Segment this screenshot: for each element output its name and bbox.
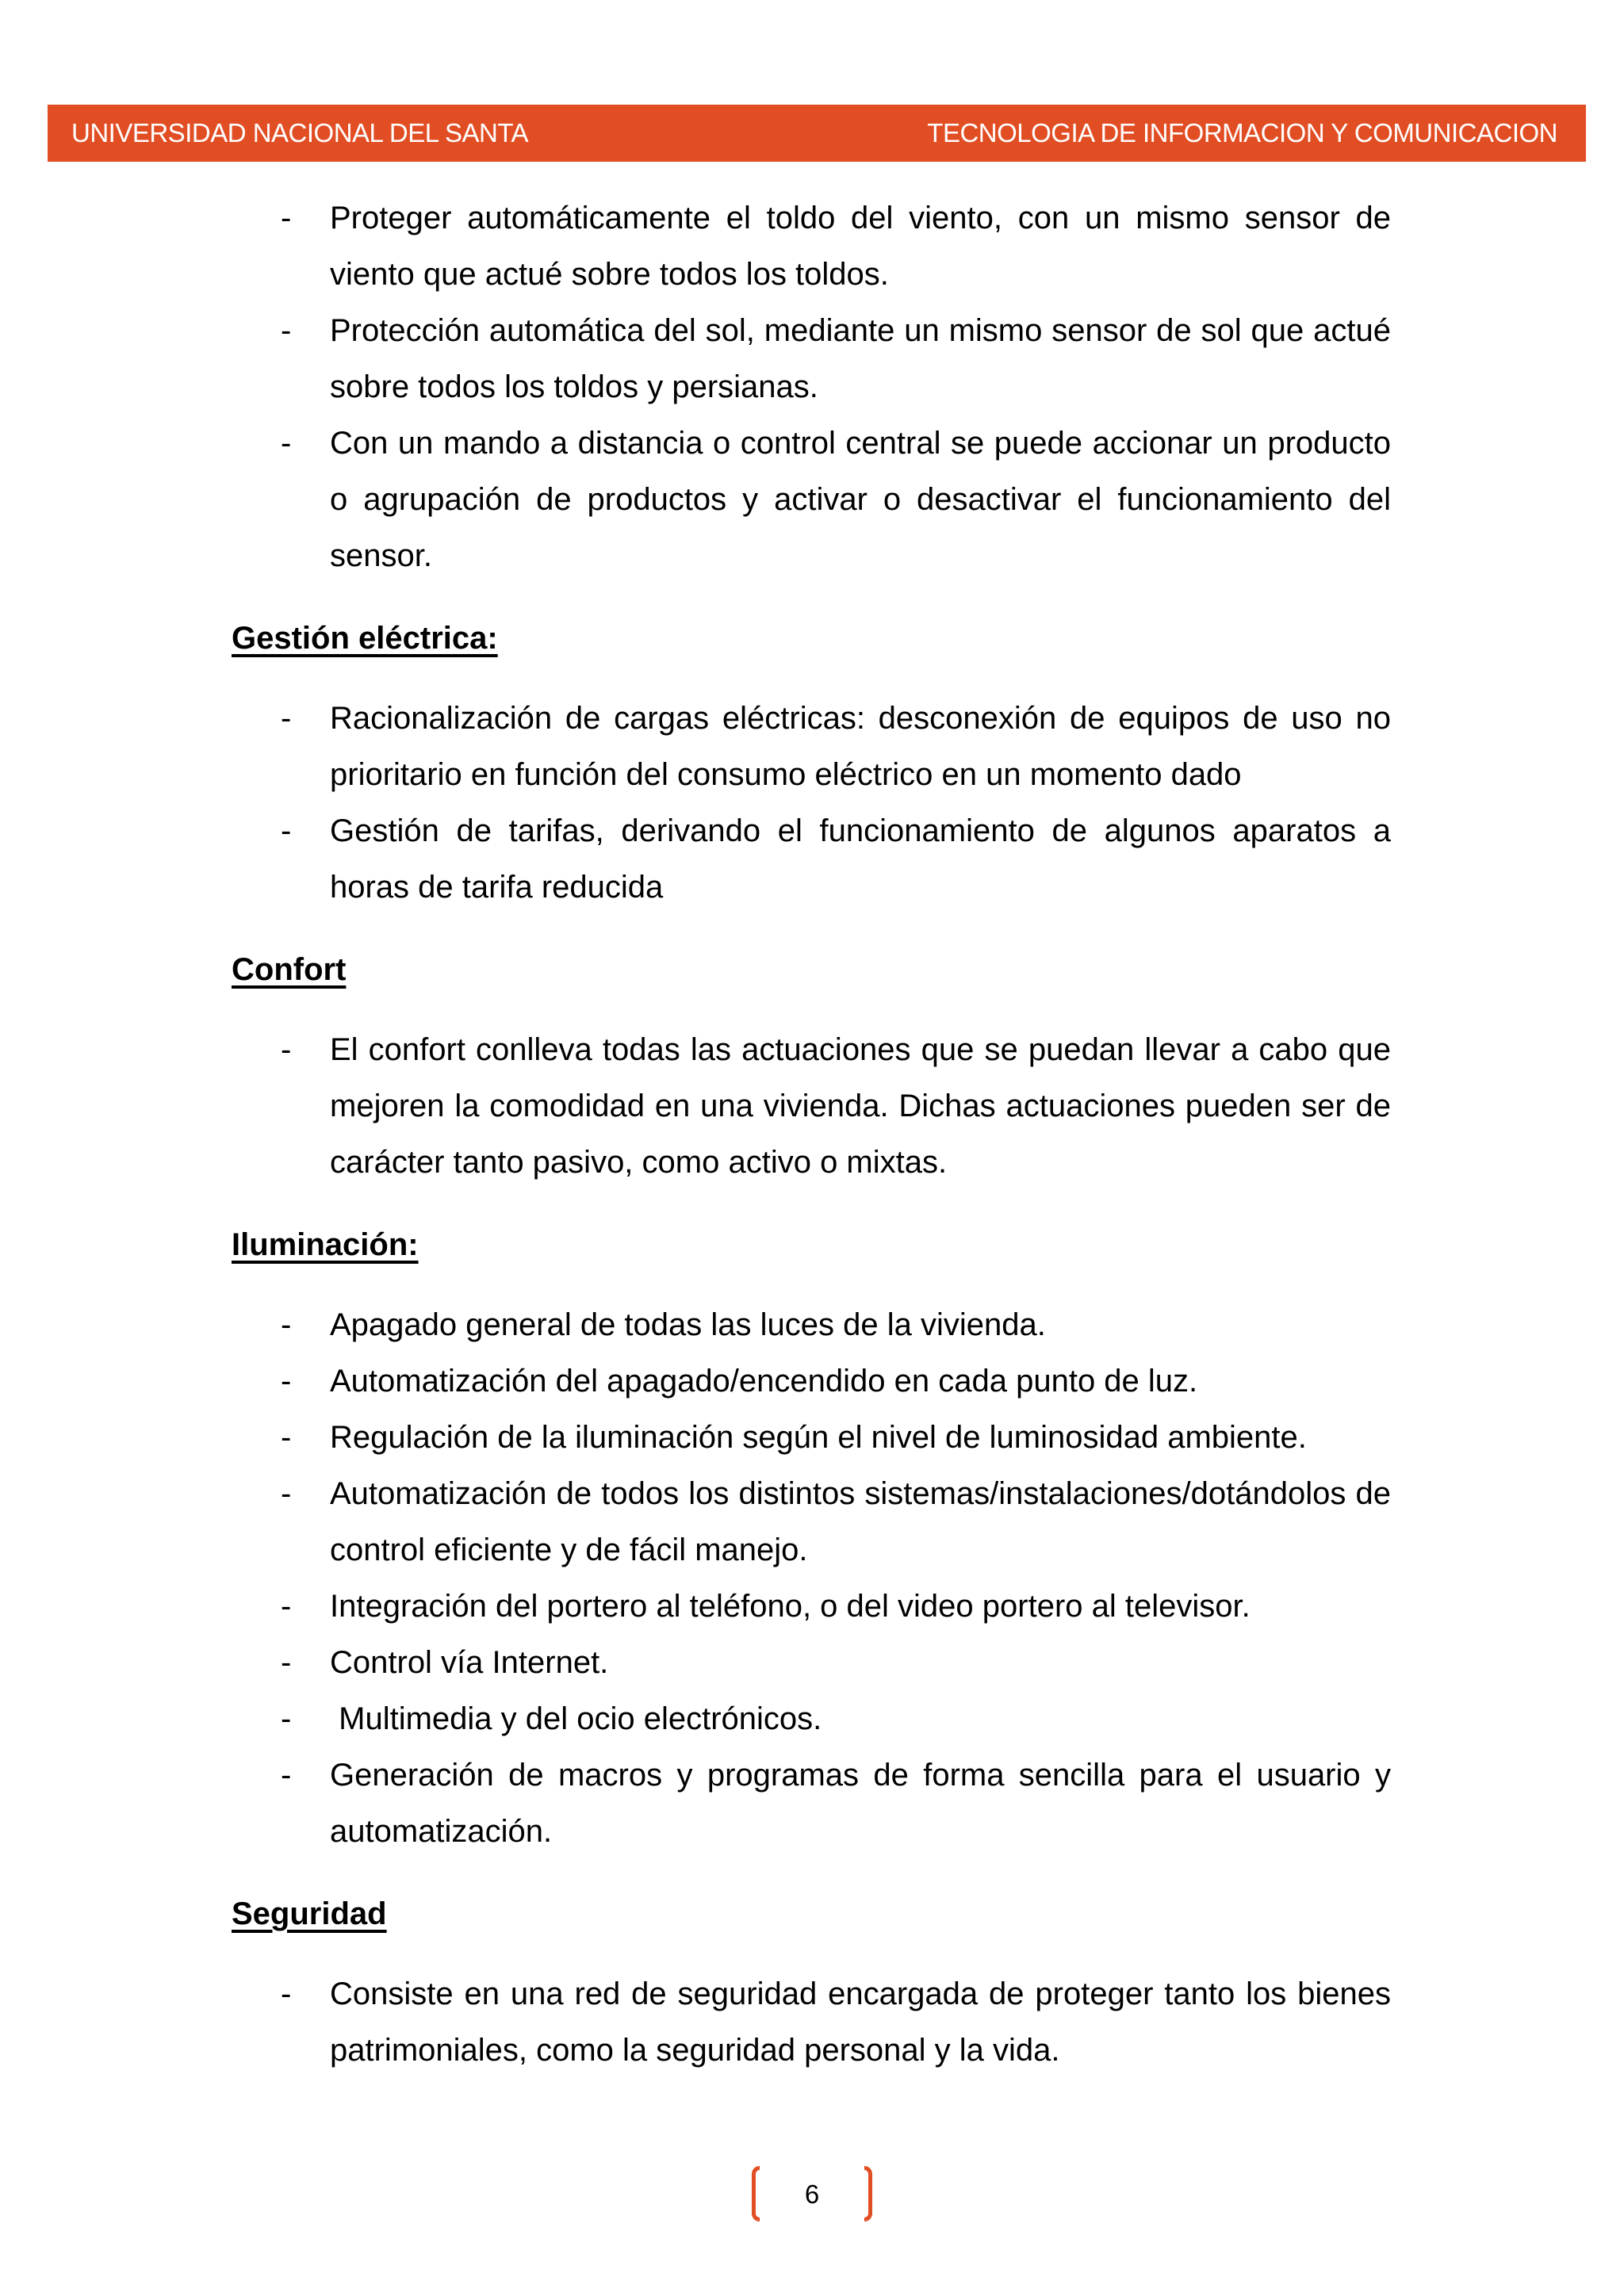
list-item	[232, 415, 1391, 584]
gestion-electrica-list	[232, 691, 1391, 916]
intro-list	[232, 190, 1391, 584]
list-item	[232, 190, 1391, 303]
list-item	[232, 1410, 1391, 1466]
list-item-text: Gestión de tarifas, derivando el funcionamiento de algunos aparatos a horas de tarifa reducida	[330, 813, 1391, 905]
confort-list	[232, 1022, 1391, 1191]
list-item-text: Integración del portero al teléfono, o del video portero al televisor.	[330, 1589, 1251, 1624]
section-heading-iluminacion: Iluminación:	[232, 1227, 419, 1262]
seguridad-list	[232, 1966, 1391, 2079]
list-item-text: Proteger automáticamente el toldo del viento, con un mismo sensor de viento que actué sobre todos los toldos.	[330, 201, 1391, 292]
list-item-text: Automatización del apagado/encendido en cada punto de luz.	[330, 1364, 1198, 1399]
dash-bullet: -	[281, 1976, 292, 2011]
list-item-text: Apagado general de todas las luces de la vivienda.	[330, 1307, 1046, 1342]
list-item	[232, 803, 1391, 916]
dash-bullet: -	[281, 1032, 292, 1067]
dash-bullet: -	[281, 426, 292, 461]
dash-bullet: -	[281, 313, 292, 348]
list-item	[232, 1466, 1391, 1578]
header-left-text: UNIVERSIDAD NACIONAL DEL SANTA	[71, 118, 529, 147]
page-content	[232, 190, 1391, 2079]
list-item-text: Consiste en una red de seguridad encargada de proteger tanto los bienes patrimoniales, como la seguridad personal y la vida.	[330, 1976, 1391, 2068]
dash-bullet: -	[281, 201, 292, 235]
list-item	[232, 1691, 1391, 1747]
page-number-box	[752, 2166, 872, 2223]
list-item-text: El confort conlleva todas las actuaciones que se puedan llevar a cabo que mejoren la comodidad en una vivienda. Dichas actuaciones pueden ser de carácter tanto pasivo, como activo o mixtas.	[330, 1032, 1391, 1180]
iluminacion-list	[232, 1297, 1391, 1860]
list-item-text: Regulación de la iluminación según el nivel de luminosidad ambiente.	[330, 1420, 1307, 1455]
list-item	[232, 303, 1391, 415]
list-item-text: Automatización de todos los distintos sistemas/instalaciones/dotándolos de control eficiente y de fácil manejo.	[330, 1476, 1391, 1567]
dash-bullet: -	[281, 1701, 292, 1736]
list-item	[232, 1022, 1391, 1191]
list-item	[232, 1747, 1391, 1860]
list-item	[232, 1578, 1391, 1635]
list-item	[232, 1966, 1391, 2079]
list-item-text: Control vía Internet.	[330, 1645, 609, 1680]
dash-bullet: -	[281, 1758, 292, 1793]
dash-bullet: -	[281, 1364, 292, 1399]
section-heading-gestion-electrica: Gestión eléctrica:	[232, 621, 498, 656]
dash-bullet: -	[281, 701, 292, 736]
list-item	[232, 1297, 1391, 1353]
dash-bullet: -	[281, 1589, 292, 1624]
list-item-text: Con un mando a distancia o control central se puede accionar un producto o agrupación de productos y activar o desactivar el funcionamiento del sensor.	[330, 426, 1391, 573]
list-item-text: Multimedia y del ocio electrónicos.	[330, 1701, 822, 1736]
dash-bullet: -	[281, 1307, 292, 1342]
right-bracket-icon	[864, 2166, 872, 2221]
list-item-text: Racionalización de cargas eléctricas: desconexión de equipos de uso no prioritario en función del consumo eléctrico en un momento dado	[330, 701, 1391, 792]
list-item-text: Protección automática del sol, mediante un mismo sensor de sol que actué sobre todos los toldos y persianas.	[330, 313, 1391, 404]
dash-bullet: -	[281, 813, 292, 848]
dash-bullet: -	[281, 1645, 292, 1680]
list-item	[232, 1635, 1391, 1691]
section-heading-confort: Confort	[232, 952, 347, 987]
page-number: 6	[804, 2179, 820, 2209]
list-item	[232, 1353, 1391, 1410]
dash-bullet: -	[281, 1476, 292, 1511]
list-item	[232, 691, 1391, 803]
section-heading-seguridad: Seguridad	[232, 1896, 387, 1931]
left-bracket-icon	[752, 2166, 760, 2221]
header-bar	[48, 105, 1586, 162]
header-right-text: TECNOLOGIA DE INFORMACION Y COMUNICACION	[927, 118, 1557, 147]
list-item-text: Generación de macros y programas de forma sencilla para el usuario y automatización.	[330, 1758, 1391, 1849]
dash-bullet: -	[281, 1420, 292, 1455]
